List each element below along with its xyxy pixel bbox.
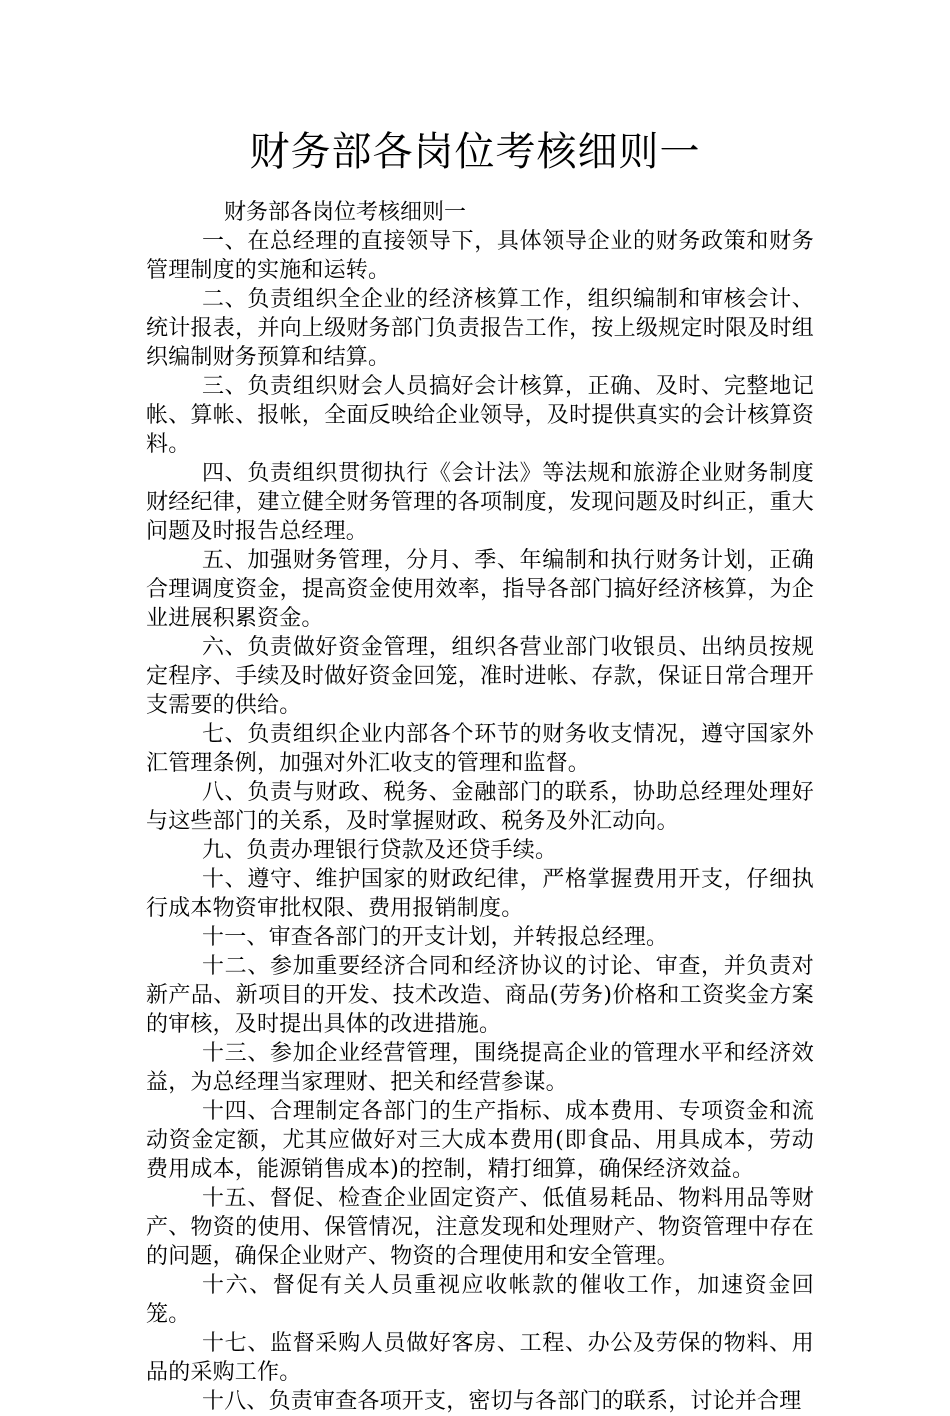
paragraph-11: 十一、审查各部门的开支计划，并转报总经理。	[202, 925, 669, 950]
paragraph-16: 十六、督促有关人员重视应收帐款的催收工作，加速资金回笼。	[146, 1273, 814, 1327]
paragraph-6: 六、负责做好资金管理，组织各营业部门收银员、出纳员按规定程序、手续及时做好资金回笼，准时进帐、存款，保证日常合理开支需要的供给。	[146, 635, 814, 718]
paragraph-4: 四、负责组织贯彻执行《会计法》等法规和旅游企业财务制度财经纪律，建立健全财务管理的各项制度，发现问题及时纠正，重大问题及时报告总经理。	[146, 461, 814, 544]
paragraph-18: 十八、负责审查各项开支，密切与各部门的联系，讨论并合理	[202, 1389, 802, 1414]
paragraph-9: 九、负责办理银行贷款及还贷手续。	[202, 838, 558, 863]
paragraph-17: 十七、监督采购人员做好客房、工程、办公及劳保的物料、用品的采购工作。	[146, 1331, 814, 1385]
document-body	[146, 198, 814, 1416]
paragraph-5: 五、加强财务管理，分月、季、年编制和执行财务计划，正确合理调度资金，提高资金使用效率，指导各部门搞好经济核算，为企业进展积累资金。	[146, 548, 814, 631]
paragraph-1: 一、在总经理的直接领导下，具体领导企业的财务政策和财务管理制度的实施和运转。	[146, 229, 814, 283]
paragraph-12: 十二、参加重要经济合同和经济协议的讨论、审查，并负责对新产品、新项目的开发、技术改造、商品(劳务)价格和工资奖金方案的审核，及时提出具体的改进措施。	[146, 954, 814, 1037]
document-title: 财务部各岗位考核细则一	[249, 129, 701, 175]
paragraph-15: 十五、督促、检查企业固定资产、低值易耗品、物料用品等财产、物资的使用、保管情况，注意发现和处理财产、物资管理中存在的问题，确保企业财产、物资的合理使用和安全管理。	[146, 1186, 814, 1269]
paragraph-13: 十三、参加企业经营管理，围绕提高企业的管理水平和经济效益，为总经理当家理财、把关和经营参谋。	[146, 1041, 814, 1095]
paragraph-3: 三、负责组织财会人员搞好会计核算，正确、及时、完整地记帐、算帐、报帐，全面反映给企业领导，及时提供真实的会计核算资料。	[146, 374, 814, 457]
paragraph-10: 十、遵守、维护国家的财政纪律，严格掌握费用开支，仔细执行成本物资审批权限、费用报销制度。	[146, 867, 814, 921]
paragraph-7: 七、负责组织企业内部各个环节的财务收支情况，遵守国家外汇管理条例，加强对外汇收支的管理和监督。	[146, 722, 814, 776]
paragraph-14: 十四、合理制定各部门的生产指标、成本费用、专项资金和流动资金定额，尤其应做好对三大成本费用(即食品、用具成本，劳动费用成本，能源销售成本)的控制，精打细算，确保经济效益。	[146, 1099, 814, 1182]
paragraph-8: 八、负责与财政、税务、金融部门的联系，协助总经理处理好与这些部门的关系，及时掌握财政、税务及外汇动向。	[146, 780, 814, 834]
paragraph-2: 二、负责组织全企业的经济核算工作，组织编制和审核会计、统计报表，并向上级财务部门负责报告工作，按上级规定时限及时组织编制财务预算和结算。	[146, 287, 814, 370]
document-subtitle: 财务部各岗位考核细则一	[224, 200, 467, 225]
